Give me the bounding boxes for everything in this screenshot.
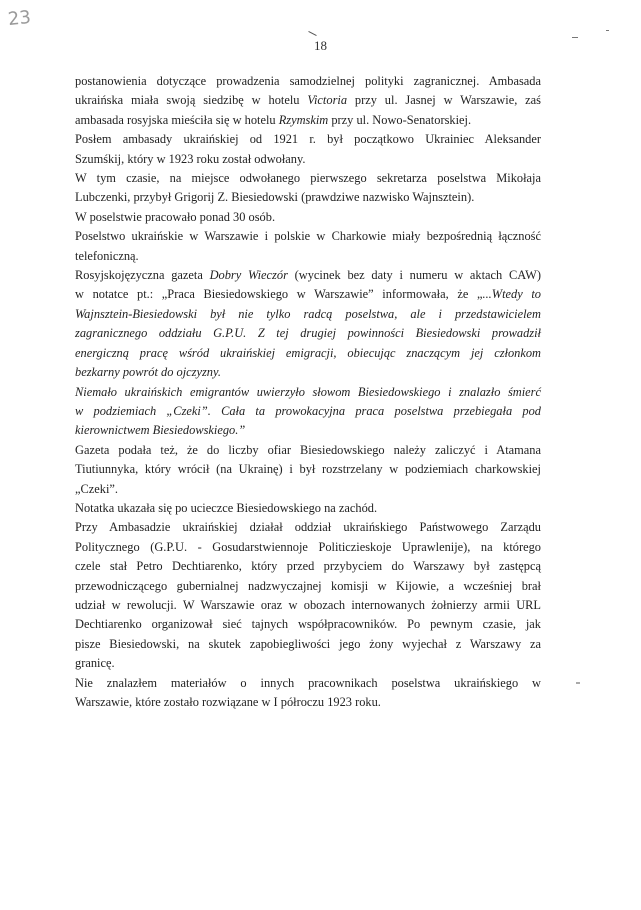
text-line bbox=[75, 693, 541, 712]
text-run: Lubczenki, przybył Grigorij Z. Biesiedowski (prawdziwe nazwisko Wajnsztein). bbox=[75, 190, 475, 205]
text-run: ambasada rosyjska mieściła się w hotelu bbox=[75, 112, 279, 127]
text-run: W tym czasie, na miejsce odwołanego pierwszego sekretarza poselstwa Mikołaja bbox=[75, 171, 541, 186]
text-line bbox=[75, 577, 541, 596]
text-line bbox=[75, 480, 541, 499]
text-run: w notatce pt.: „Praca Biesiedowskiego w Warszawie” informowała, że „ bbox=[75, 287, 483, 302]
margin-mark bbox=[576, 682, 580, 684]
text-run: „Czeki”. bbox=[75, 481, 118, 496]
text-line bbox=[75, 208, 541, 227]
text-run: Gazeta podała też, że do liczby ofiar Biesiedowskiego należy zaliczyć i Atamana bbox=[75, 442, 541, 457]
text-run: przy ul. Nowo-Senatorskiej. bbox=[328, 112, 472, 127]
text-run: przy ul. Jasnej w Warszawie, zaś bbox=[347, 93, 541, 108]
text-run: Nie znalazłem materiałów o innych pracownikach poselstwa ukraińskiego w bbox=[75, 675, 541, 690]
text-line bbox=[75, 188, 541, 207]
text-line bbox=[75, 538, 541, 557]
text-run: postanowienia dotyczące prowadzenia samodzielnej polityki zagranicznej. Ambasada bbox=[75, 74, 541, 88]
text-line bbox=[75, 499, 541, 518]
italic-text: Victoria bbox=[307, 93, 348, 108]
text-run: przewodniczącego gubernialnej nadzwyczajnej komisji w Kijowie, a wcześniej brał bbox=[75, 578, 541, 593]
text-line bbox=[75, 441, 541, 460]
text-run: Rosyjskojęzyczna gazeta bbox=[75, 268, 210, 283]
text-line bbox=[75, 421, 541, 440]
text-line bbox=[75, 344, 541, 363]
text-run: Dechtiarenko organizował sieć tajnych współpracowników. Po pewnym czasie, jak bbox=[75, 617, 541, 632]
text-run: telefoniczną. bbox=[75, 248, 139, 263]
archive-folio-number: 23 bbox=[6, 6, 32, 31]
text-line bbox=[75, 324, 541, 343]
italic-text: zagranicznego oddziału G.P.U. Z tej drugiej powinności Biesiedowski prowadził bbox=[75, 326, 541, 341]
text-line bbox=[75, 596, 541, 615]
italic-text: bezkarny powrót do ojczyzny. bbox=[75, 365, 221, 380]
text-line bbox=[75, 557, 541, 576]
text-run: Poselstwo ukraińskie w Warszawie i polskie w Charkowie miały bezpośrednią łączność bbox=[75, 229, 541, 244]
body-text bbox=[75, 72, 541, 712]
text-run: granicę. bbox=[75, 656, 115, 671]
text-run: Posłem ambasady ukraińskiej od 1921 r. był początkowo Ukrainiec Aleksander bbox=[75, 132, 541, 147]
text-line bbox=[75, 150, 541, 169]
text-run: (wycinek bez daty i numeru w aktach CAW) bbox=[287, 268, 541, 283]
text-run: Tiutiunnyka, który wrócił (na Ukrainę) i był rozstrzelany w podziemiach charkowskiej bbox=[75, 462, 541, 477]
text-run: W poselstwie pracowało ponad 30 osób. bbox=[75, 209, 276, 224]
text-line bbox=[75, 654, 541, 673]
text-line bbox=[75, 518, 541, 537]
text-line bbox=[75, 227, 541, 246]
text-run: udział w rewolucji. W Warszawie oraz w obozach internowanych żołnierzy armii URL bbox=[75, 597, 541, 612]
italic-text: Wajnsztein-Biesiedowski był nie tylko radcą poselstwa, ale i przedstawicielem bbox=[75, 306, 541, 321]
text-line bbox=[75, 674, 541, 693]
page-number: 18 bbox=[0, 38, 641, 54]
text-line bbox=[75, 247, 541, 266]
text-line bbox=[75, 91, 541, 110]
italic-text: Rzymskim bbox=[278, 112, 329, 127]
italic-text: energiczną pracę wśród ukraińskiej emigracji, obiecując znaczącym jej członkom bbox=[75, 345, 541, 360]
text-line bbox=[75, 169, 541, 188]
text-run: ukraińska miała swoją siedzibę w hotelu bbox=[75, 93, 308, 108]
text-line bbox=[75, 402, 541, 421]
italic-text: w podziemiach „Czeki”. Cała ta prowokacyjna praca poselstwa przebiegała pod bbox=[75, 403, 541, 418]
text-line bbox=[75, 130, 541, 149]
text-run: Notatka ukazała się po ucieczce Biesiedowskiego na zachód. bbox=[75, 500, 378, 515]
text-run: Przy Ambasadzie ukraińskiej działał oddział ukraińskiego Państwowego Zarządu bbox=[75, 520, 541, 535]
italic-text: kierownictwem Biesiedowskiego.” bbox=[75, 423, 246, 438]
text-line bbox=[75, 615, 541, 634]
scan-mark bbox=[572, 37, 578, 38]
text-line bbox=[75, 285, 541, 304]
italic-text: Dobry Wieczór bbox=[209, 268, 288, 283]
text-line bbox=[75, 460, 541, 479]
scan-mark bbox=[606, 30, 609, 31]
text-line bbox=[75, 111, 541, 130]
text-run: Politycznego (G.P.U. - Gosudarstwiennoje Politiczieskoje Uprawlenije), na którego bbox=[75, 539, 541, 554]
text-run: Warszawie, które zostało rozwiązane w I półroczu 1923 roku. bbox=[75, 695, 381, 709]
text-run: Szumśkij, który w 1923 roku został odwołany. bbox=[75, 151, 306, 166]
text-line bbox=[75, 305, 541, 324]
text-line bbox=[75, 72, 541, 91]
italic-text: ...Wtedy to bbox=[482, 287, 541, 302]
italic-text: Niemało ukraińskich emigrantów uwierzyło słowom Biesiedowskiego i znalazło śmierć bbox=[75, 384, 541, 399]
text-line bbox=[75, 635, 541, 654]
text-run: pisze Biesiedowski, na skutek zapobiegliwości jego żony wyjechał z Warszawy za bbox=[75, 636, 541, 651]
text-run: czele stał Petro Dechtiarenko, który przed przybyciem do Warszawy był zastępcą bbox=[75, 559, 541, 574]
text-line bbox=[75, 383, 541, 402]
text-line bbox=[75, 266, 541, 285]
text-line bbox=[75, 363, 541, 382]
